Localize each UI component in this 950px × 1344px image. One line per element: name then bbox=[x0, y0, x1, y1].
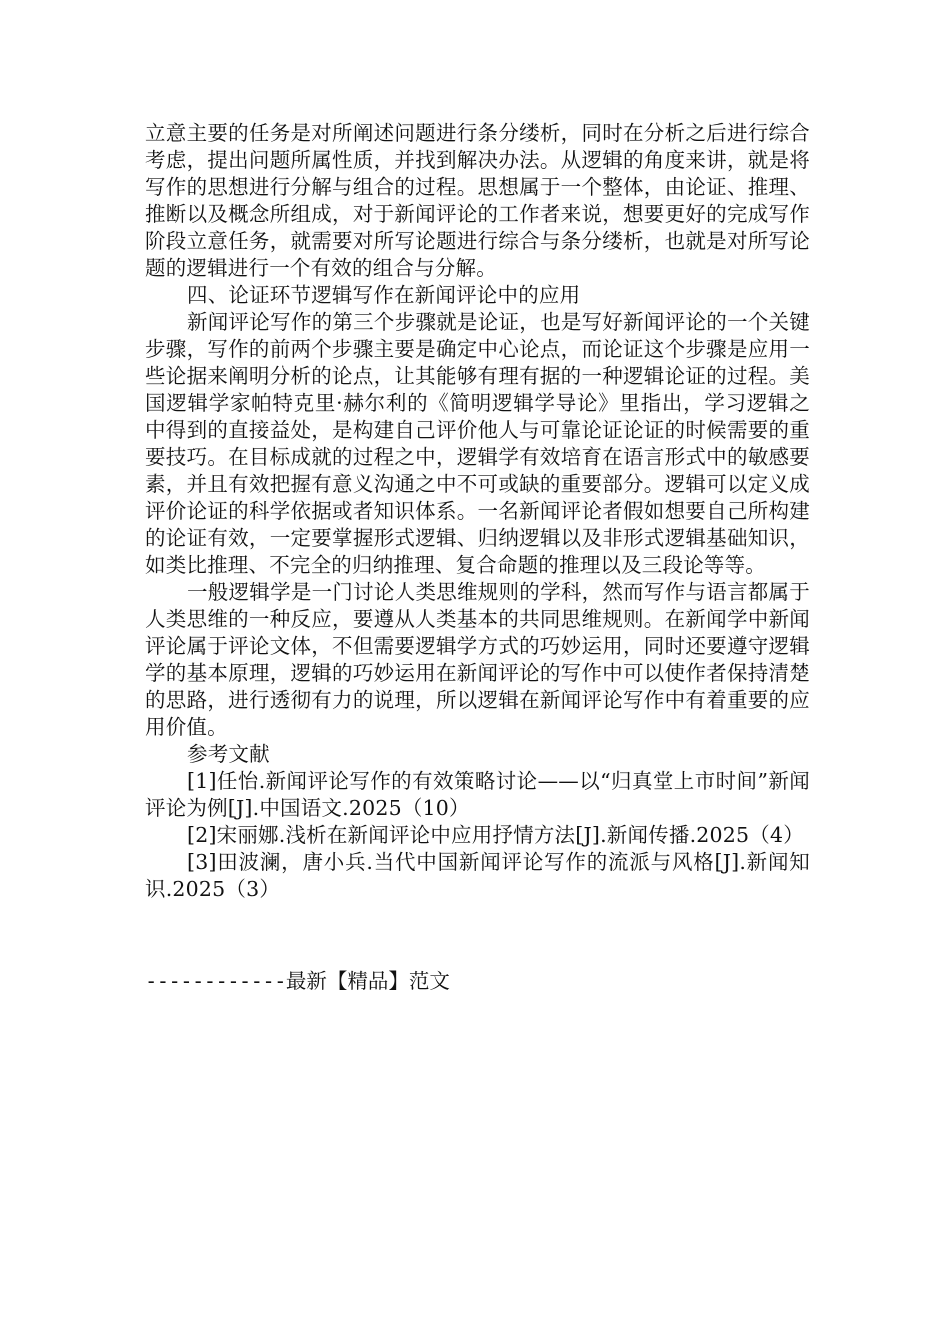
reference-item: [2]宋丽娜.浅析在新闻评论中应用抒情方法[J].新闻传播.2025（4） bbox=[187, 823, 804, 847]
footer-banner bbox=[145, 968, 450, 995]
reference-item: [3]田波澜，唐小兵.当代中国新闻评论写作的流派与风格[J].新闻知识.2025（3） bbox=[145, 850, 810, 901]
references-heading: 参考文献 bbox=[187, 742, 270, 766]
body-paragraph-conception: 立意主要的任务是对所阐述问题进行条分缕析，同时在分析之后进行综合考虑，提出问题所属性质，并找到解决办法。从逻辑的角度来讲，就是将写作的思想进行分解与组合的过程。思想属于一个整体，由论证、推理、推断以及概念所组成，对于新闻评论的工作者来说，想要更好的完成写作阶段立意任务，就需要对所写论题进行综合与条分缕析，也就是对所写论题的逻辑进行一个有效的组合与分解。 bbox=[145, 121, 810, 280]
footer-dashes: ------------ bbox=[145, 969, 286, 993]
reference-item: [1]任怡.新闻评论写作的有效策略讨论——以“归真堂上市时间”新闻评论为例[J].中国语文.2025（10） bbox=[145, 769, 810, 820]
footer-label: 最新【精品】范文 bbox=[285, 969, 450, 993]
body-paragraph-logic: 一般逻辑学是一门讨论人类思维规则的学科，然而写作与语言都属于人类思维的一种反应，要遵从人类基本的共同思维规则。在新闻学中新闻评论属于评论文体，不但需要逻辑学方式的巧妙运用，同时还要遵守逻辑学的基本原理，逻辑的巧妙运用在新闻评论的写作中可以使作者保持清楚的思路，进行透彻有力的说理，所以逻辑在新闻评论写作中有着重要的应用价值。 bbox=[145, 580, 810, 739]
body-paragraph-argumentation: 新闻评论写作的第三个步骤就是论证，也是写好新闻评论的一个关键步骤，写作的前两个步骤主要是确定中心论点，而论证这个步骤是应用一些论据来阐明分析的论点，让其能够有理有据的一种逻辑论证的过程。美国逻辑学家帕特克里·赫尔利的《简明逻辑学导论》里指出，学习逻辑之中得到的直接益处，是构建自己评价他人与可靠论证论证的时候需要的重要技巧。在目标成就的过程之中，逻辑学有效培育在语言形式中的敏感要素，并且有效把握有意义沟通之中不可或缺的重要部分。逻辑可以定义成评价论证的科学依据或者知识体系。一名新闻评论者假如想要自己所构建的论证有效，一定要掌握形式逻辑、归纳逻辑以及非形式逻辑基础知识，如类比推理、不完全的归纳推理、复合命题的推理以及三段论等等。 bbox=[145, 310, 810, 577]
section-heading: 四、论证环节逻辑写作在新闻评论中的应用 bbox=[187, 283, 581, 307]
document-body bbox=[145, 120, 810, 903]
